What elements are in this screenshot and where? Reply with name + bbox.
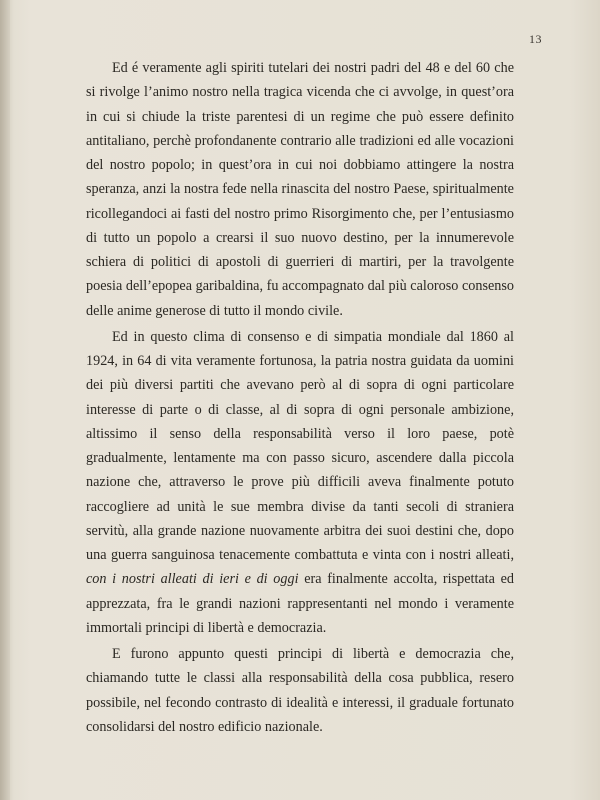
paragraph-2-text-start: Ed in questo clima di consenso e di simpatia mondiale dal 1860 al 1924, in 64 di vita veramente fortunosa, la patria nostra guidata da uomini dei più diversi partiti che avevano però al di sopra di ogni particolare interesse di parte o di classe, al di sopra di ogni personale ambizione, altissimo il senso della responsabilità verso il loro paese, potè gradualmente, lentamente ma con passo sicuro, ascendere dalla piccola nazione che, attraverso le prove più difficili aveva finalmente potuto raccogliere ad unità le sue membra divise da tanti secoli di straniera servitù, alla grande nazione nuovamente arbitra dei suoi destini che, dopo una guerra sanguinosa tenacemente combattuta e vinta con i nostri alleati, bbox=[86, 328, 514, 563]
paragraph-3-text: E furono appunto questi principi di libertà e democrazia che, chiamando tutte le classi alla responsabilità della cosa pubblica, resero possibile, nel fecondo contrasto di idealità e interessi, il graduale fortunato consolidarsi del nostro edificio nazionale. bbox=[86, 646, 514, 735]
paragraph-3 bbox=[86, 642, 514, 739]
paragraph-1 bbox=[86, 56, 514, 323]
body-text bbox=[86, 56, 514, 739]
paragraph-1-text: Ed é veramente agli spiriti tutelari dei nostri padri del 48 e del 60 che si rivolge l’animo nostro nella tragica vicenda che ci avvolge, in quest’ora in cui si chiude la triste parentesi di un regime che può essere definito antitaliano, perchè profondanente contrario alle tradizioni ed alle vocazioni del nostro popolo; in quest’ora in cui noi dobbiamo attingere la nostra speranza, anzi la nostra fede nella rinascita del nostro Paese, spiritualmente ricollegandoci ai fasti del nostro primo Risorgimento che, per l’entusiasmo di tutto un popolo a crearsi il suo nuovo destino, per la innumerevole schiera di politici di apostoli di guerrieri di martiri, per la travolgente poesia dell’epopea garibaldina, fu accompagnato dal più caloroso consenso delle anime generose di tutto il mondo civile. bbox=[86, 60, 514, 319]
paragraph-2 bbox=[86, 325, 514, 640]
paragraph-2-italic-phrase: con i nostri alleati di ieri e di oggi bbox=[86, 571, 299, 588]
paragraph-2-text-end: era finalmente accolta, rispettata ed apprezzata, fra le grandi nazioni rappresentanti nel mondo i veramente immortali principi di libertà e democrazia. bbox=[86, 571, 514, 636]
page-gutter bbox=[0, 0, 10, 800]
page-number: 13 bbox=[529, 32, 542, 46]
